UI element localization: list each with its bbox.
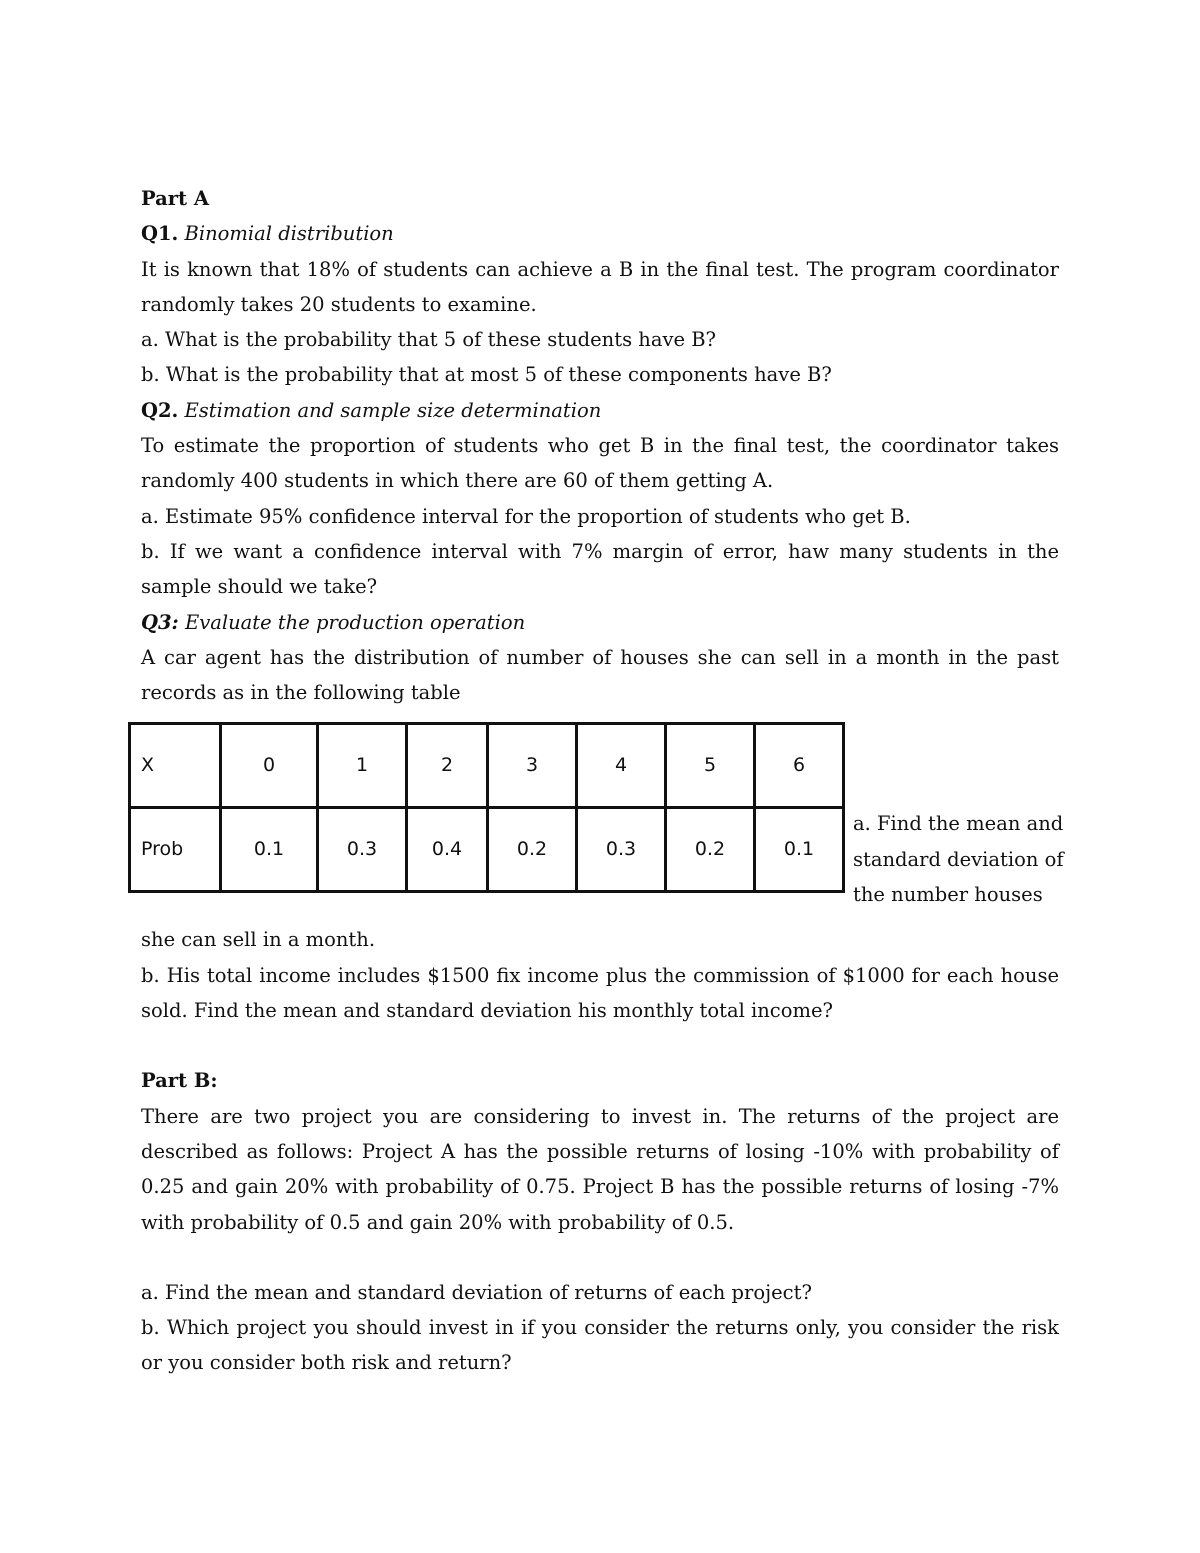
- q2-part-b: b. If we want a confidence interval with 7% margin of error, haw many students in the sample should we take?: [141, 539, 1059, 599]
- part-b-question-b: b. Which project you should invest in if you consider the returns only, you consider the risk or you consider both risk and return?: [141, 1316, 1059, 1375]
- table-cell-x-1: 1: [318, 724, 407, 808]
- q1-part-b: b. What is the probability that at most 5 of these components have B?: [141, 363, 832, 387]
- table-cell-prob-0: 0.1: [221, 808, 318, 892]
- q2-topic: Estimation and sample size determination: [184, 398, 602, 422]
- table-cell-x-3: 3: [488, 724, 577, 808]
- table-row-label-x: X: [130, 724, 221, 808]
- table-cell-prob-3: 0.2: [488, 808, 577, 892]
- q2-part-a: a. Estimate 95% confidence interval for the proportion of students who get B.: [141, 504, 911, 528]
- table-cell-x-5: 5: [666, 724, 755, 808]
- q3-part-b: b. His total income includes $1500 fix income plus the commission of $1000 for each house sold. Find the mean and standard deviation his monthly total income?: [141, 963, 1059, 1023]
- q3-topic: Evaluate the production operation: [184, 610, 526, 634]
- q2-label: Q2.: [141, 398, 179, 422]
- q3-table-block: [141, 710, 1064, 922]
- q3-label: Q3:: [141, 610, 179, 634]
- table-cell-x-2: 2: [407, 724, 488, 808]
- part-a-heading: Part A: [141, 187, 209, 210]
- q1-part-a: a. What is the probability that 5 of these students have B?: [141, 328, 717, 352]
- table-row-prob: [130, 808, 844, 892]
- table-cell-x-6: 6: [755, 724, 844, 808]
- table-row-x: [130, 724, 844, 808]
- q1-intro: It is known that 18% of students can achieve a B in the final test. The program coordinator randomly takes 20 students to examine.: [141, 257, 1059, 316]
- q3-part-a-continued: she can sell in a month.: [141, 928, 376, 952]
- table-cell-prob-5: 0.2: [666, 808, 755, 892]
- q3-part-a-side: a. Find the mean and standard deviation of the number houses: [853, 812, 1064, 907]
- part-b-intro: There are two project you are considering to invest in. The returns of the project are described as follows: Project A has the possible returns of losing -10% with probability of 0.25 and gain 20% with probability of 0.75. Project B has the possible returns of losing -7% with probability of 0.5 and gain 20% with probability of 0.5.: [141, 1104, 1059, 1234]
- document-page: [141, 181, 1064, 1381]
- spacer: [141, 1028, 1059, 1063]
- q1-topic: Binomial distribution: [184, 222, 394, 246]
- distribution-table: [128, 722, 845, 893]
- spacer: [141, 1240, 1059, 1275]
- table-cell-prob-4: 0.3: [577, 808, 666, 892]
- q2-intro: To estimate the proportion of students who get B in the final test, the coordinator takes randomly 400 students in which there are 60 of them getting A.: [141, 434, 1059, 493]
- table-cell-prob-2: 0.4: [407, 808, 488, 892]
- table-row-label-prob: Prob: [130, 808, 221, 892]
- q3-intro: A car agent has the distribution of number of houses she can sell in a month in the past records as in the following table: [141, 645, 1059, 705]
- part-b-question-a: a. Find the mean and standard deviation of returns of each project?: [141, 1280, 812, 1304]
- table-cell-x-0: 0: [221, 724, 318, 808]
- table-cell-x-4: 4: [577, 724, 666, 808]
- q1-label: Q1.: [141, 222, 179, 246]
- table-cell-prob-1: 0.3: [318, 808, 407, 892]
- q2-heading: [141, 393, 1059, 428]
- part-b-heading: Part B:: [141, 1069, 218, 1093]
- q1-heading: [141, 216, 1059, 251]
- q3-heading: [141, 605, 1059, 640]
- table-cell-prob-6: 0.1: [755, 808, 844, 892]
